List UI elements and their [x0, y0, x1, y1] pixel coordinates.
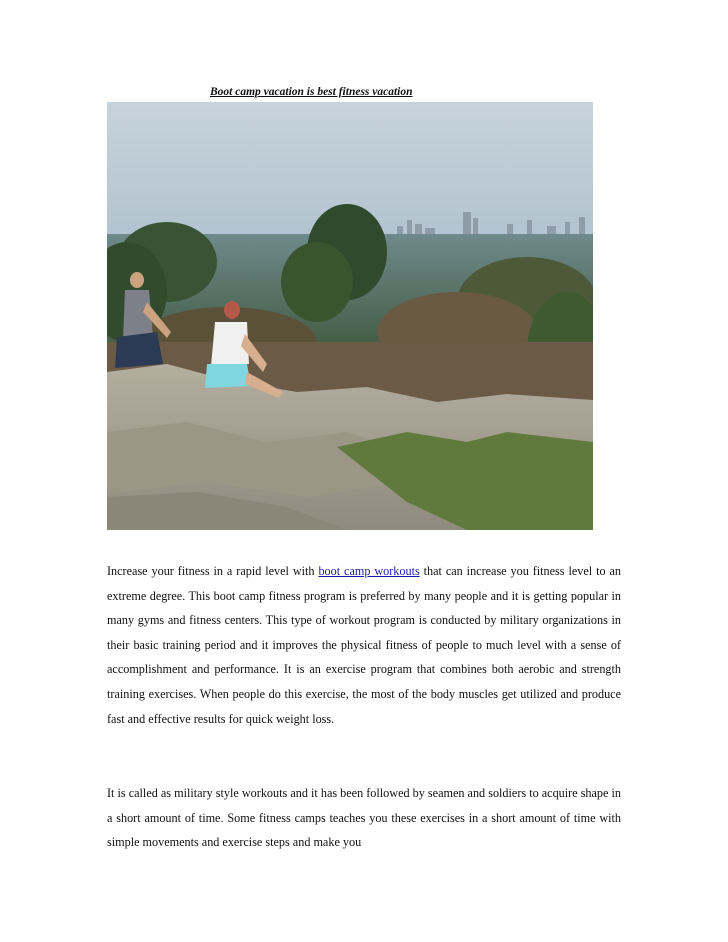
- hiking-photo: [107, 102, 593, 530]
- paragraph-2: It is called as military style workouts and it has been followed by seamen and soldiers to acquire shape in a short amount of time. Some fitness camps teaches you these exercises in a short amount of time with simple movements and exercise steps and make you: [107, 786, 621, 850]
- document-title: Boot camp vacation is best fitness vacation: [210, 86, 413, 98]
- boot-camp-workouts-link[interactable]: boot camp workouts: [318, 564, 420, 578]
- paragraph-1-body: that can increase you fitness level to an extreme degree. This boot camp fitness program is preferred by many people and it is getting popular in many gyms and fitness centers. This type of workout program is conducted by military organizations in their basic training period and it improves the physical fitness of people to much level with a sense of accomplishment and performance. It is an exercise program that combines both aerobic and strength training exercises. When people do this exercise, the most of the body muscles get utilized and produce fast and effective results for quick weight loss.: [107, 564, 621, 726]
- photo-illustration: [107, 102, 593, 530]
- paragraph-1: [107, 559, 621, 731]
- paragraph-1-intro: Increase your fitness in a rapid level with: [107, 564, 319, 578]
